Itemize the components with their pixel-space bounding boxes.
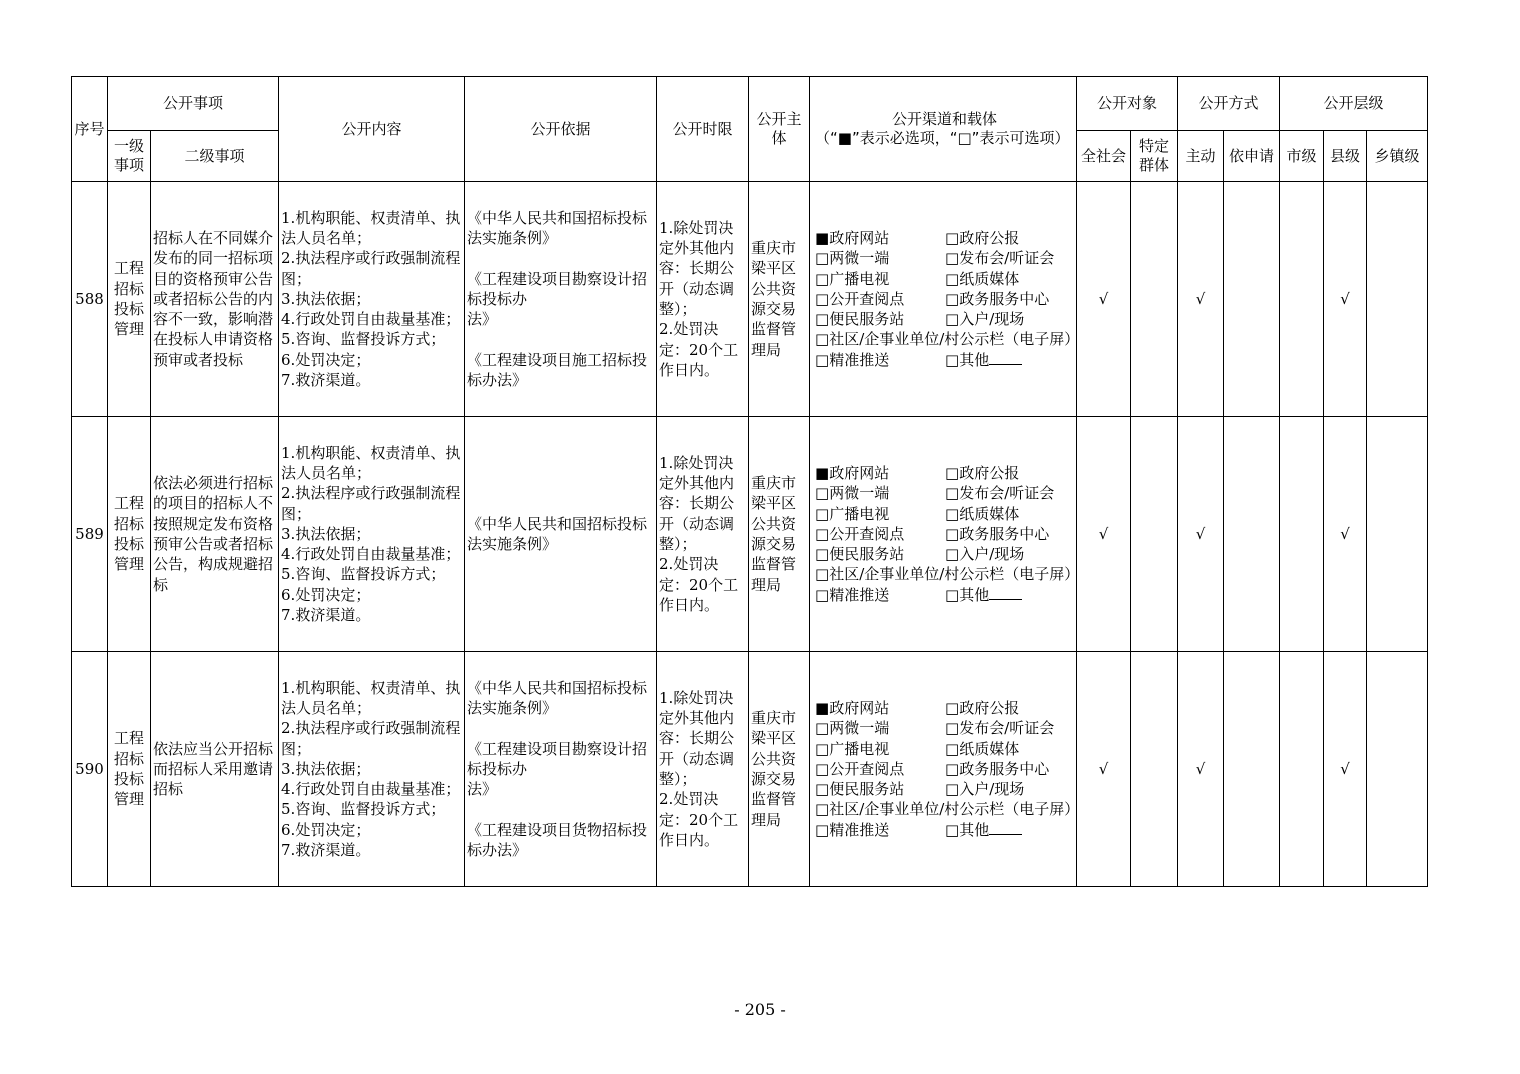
header-channel <box>810 77 1077 182</box>
channel-item: □发布会/听证会 <box>945 719 1055 738</box>
header-level-county: 县级 <box>1324 131 1367 182</box>
header-mode-apply: 依申请 <box>1224 131 1280 182</box>
channel-item: □两微一端 <box>815 484 890 503</box>
row-county: √ <box>1324 652 1367 887</box>
row-specific-group <box>1131 417 1178 652</box>
row-seq: 588 <box>72 182 108 417</box>
row-content: 1.机构职能、权责清单、执法人员名单； 2.执法程序或行政强制流程图； 3.执法依据； 4.行政处罚自由裁量基准； 5.咨询、监督投诉方式； 6.处罚决定； 7.救济渠道。 <box>279 652 465 887</box>
channel-item: □社区/企事业单位/村公示栏（电子屏） <box>815 330 1080 349</box>
row-city <box>1280 417 1324 652</box>
row-basis: 《中华人民共和国招标投标法实施条例》 <box>465 417 657 652</box>
row-basis: 《中华人民共和国招标投标法实施条例》 《工程建设项目勘察设计招标投标办 法》 《工程建设项目施工招标投标办法》 <box>465 182 657 417</box>
header-subject: 公开主体 <box>749 77 810 182</box>
channel-item: □纸质媒体 <box>945 739 1020 758</box>
channel-item: □纸质媒体 <box>945 269 1020 288</box>
header-object-group: 公开对象 <box>1077 77 1178 131</box>
row-basis: 《中华人民共和国招标投标法实施条例》 《工程建设项目勘察设计招标投标办 法》 《工程建设项目货物招标投标办法》 <box>465 652 657 887</box>
row-time-limit: 1.除处罚决定外其他内容：长期公开（动态调整）； 2.处罚决定：20个工作日内。 <box>657 652 749 887</box>
row-on-apply <box>1224 652 1280 887</box>
header-item-l1: 一级事项 <box>108 131 151 182</box>
row-on-apply <box>1224 417 1280 652</box>
channel-item: □广播电视 <box>815 504 890 523</box>
header-mode-active: 主动 <box>1178 131 1224 182</box>
channel-other: □其他 <box>945 820 1073 840</box>
row-channels <box>810 182 1080 417</box>
blank-line <box>989 820 1022 835</box>
row-active: √ <box>1178 652 1224 887</box>
header-basis: 公开依据 <box>465 77 657 182</box>
channel-item: □广播电视 <box>815 739 890 758</box>
table-row <box>72 417 1428 652</box>
channel-item: □社区/企事业单位/村公示栏（电子屏） <box>815 565 1080 584</box>
row-level1: 工程招标投标管理 <box>108 182 151 417</box>
channel-item: □两微一端 <box>815 249 890 268</box>
channel-item: □政府公报 <box>945 228 1020 247</box>
row-county: √ <box>1324 182 1367 417</box>
channel-item: □发布会/听证会 <box>945 484 1055 503</box>
channel-item: □便民服务站 <box>815 780 905 799</box>
row-level2: 招标人在不同媒介发布的同一招标项目的资格预审公告或者招标公告的内容不一致，影响潜在投标人申请资格预审或者投标 <box>151 182 279 417</box>
channel-item: □精准推送 <box>815 820 890 839</box>
channel-item: ■政府网站 <box>815 463 890 482</box>
row-county: √ <box>1324 417 1367 652</box>
channel-item: □政务服务中心 <box>945 524 1050 543</box>
header-seq: 序号 <box>72 77 108 182</box>
row-active: √ <box>1178 417 1224 652</box>
row-subject: 重庆市梁平区公共资源交易监督管理局 <box>749 182 810 417</box>
row-subject: 重庆市梁平区公共资源交易监督管理局 <box>749 652 810 887</box>
row-time-limit: 1.除处罚决定外其他内容：长期公开（动态调整）； 2.处罚决定：20个工作日内。 <box>657 182 749 417</box>
row-level2: 依法必须进行招标的项目的招标人不按照规定发布资格预审公告或者招标公告，构成规避招标 <box>151 417 279 652</box>
page-number: - 205 - <box>734 1000 786 1019</box>
row-all-society: √ <box>1077 182 1131 417</box>
channel-item: □政府公报 <box>945 463 1020 482</box>
channel-item: □入户/现场 <box>945 545 1025 564</box>
channel-item: □社区/企事业单位/村公示栏（电子屏） <box>815 800 1080 819</box>
disclosure-table <box>71 76 1428 887</box>
row-content: 1.机构职能、权责清单、执法人员名单； 2.执法程序或行政强制流程图； 3.执法依据； 4.行政处罚自由裁量基准； 5.咨询、监督投诉方式； 6.处罚决定； 7.救济渠道。 <box>279 417 465 652</box>
channel-item: □公开查阅点 <box>815 524 905 543</box>
row-channels <box>810 652 1080 887</box>
row-city <box>1280 652 1324 887</box>
row-time-limit: 1.除处罚决定外其他内容：长期公开（动态调整）； 2.处罚决定：20个工作日内。 <box>657 417 749 652</box>
header-time-limit: 公开时限 <box>657 77 749 182</box>
row-specific-group <box>1131 182 1178 417</box>
channel-item: □公开查阅点 <box>815 289 905 308</box>
table-row <box>72 652 1428 887</box>
channel-item: □广播电视 <box>815 269 890 288</box>
channel-other: □其他 <box>945 585 1073 605</box>
row-all-society: √ <box>1077 417 1131 652</box>
channel-item: □便民服务站 <box>815 310 905 329</box>
header-object-all: 全社会 <box>1077 131 1131 182</box>
channel-item: □便民服务站 <box>815 545 905 564</box>
row-town <box>1367 182 1428 417</box>
row-specific-group <box>1131 652 1178 887</box>
channel-item: ■政府网站 <box>815 698 890 717</box>
header-level-city: 市级 <box>1280 131 1324 182</box>
header-item-l2: 二级事项 <box>151 131 279 182</box>
channel-item: □政府公报 <box>945 698 1020 717</box>
header-item-group: 公开事项 <box>108 77 279 131</box>
row-city <box>1280 182 1324 417</box>
row-level1: 工程招标投标管理 <box>108 652 151 887</box>
header-level-group: 公开层级 <box>1280 77 1428 131</box>
row-level1: 工程招标投标管理 <box>108 417 151 652</box>
header-level-town: 乡镇级 <box>1367 131 1428 182</box>
channel-item: □两微一端 <box>815 719 890 738</box>
row-channels <box>810 417 1080 652</box>
channel-item: □精准推送 <box>815 585 890 604</box>
header-mode-group: 公开方式 <box>1178 77 1280 131</box>
table-row <box>72 182 1428 417</box>
channel-item: □政务服务中心 <box>945 289 1050 308</box>
blank-line <box>989 350 1022 365</box>
row-content: 1.机构职能、权责清单、执法人员名单； 2.执法程序或行政强制流程图； 3.执法依据； 4.行政处罚自由裁量基准； 5.咨询、监督投诉方式； 6.处罚决定； 7.救济渠道。 <box>279 182 465 417</box>
channel-item: □政务服务中心 <box>945 759 1050 778</box>
channel-item: □精准推送 <box>815 350 890 369</box>
row-active: √ <box>1178 182 1224 417</box>
channel-other: □其他 <box>945 350 1073 370</box>
header-channel-title: 公开渠道和载体 <box>892 110 998 128</box>
row-subject: 重庆市梁平区公共资源交易监督管理局 <box>749 417 810 652</box>
blank-line <box>989 585 1022 600</box>
channel-item: □发布会/听证会 <box>945 249 1055 268</box>
row-on-apply <box>1224 182 1280 417</box>
channel-item: □公开查阅点 <box>815 759 905 778</box>
channel-item: □入户/现场 <box>945 310 1025 329</box>
row-all-society: √ <box>1077 652 1131 887</box>
row-level2: 依法应当公开招标而招标人采用邀请招标 <box>151 652 279 887</box>
channel-item: □纸质媒体 <box>945 504 1020 523</box>
header-object-specific: 特定群体 <box>1131 131 1178 182</box>
row-town <box>1367 652 1428 887</box>
channel-item: ■政府网站 <box>815 228 890 247</box>
row-seq: 589 <box>72 417 108 652</box>
row-town <box>1367 417 1428 652</box>
header-channel-note: （“■”表示必选项，“□”表示可选项） <box>815 129 1070 147</box>
row-seq: 590 <box>72 652 108 887</box>
header-content: 公开内容 <box>279 77 465 182</box>
channel-item: □入户/现场 <box>945 780 1025 799</box>
